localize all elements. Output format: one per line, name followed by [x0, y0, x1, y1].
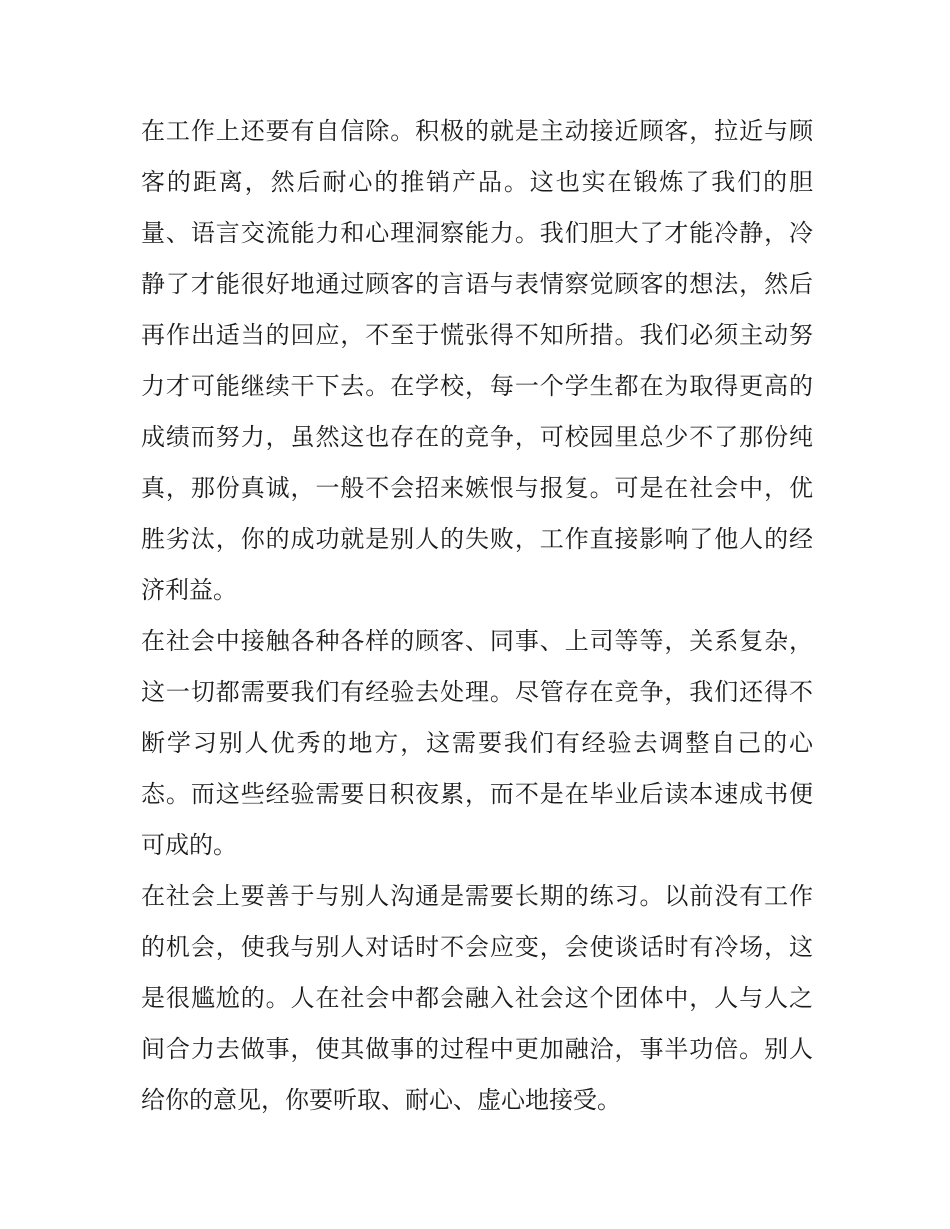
- text-line: 是很尴尬的。人在社会中都会融入社会这个团体中，人与人之: [141, 984, 813, 1012]
- text-line: 真，那份真诚，一般不会招来嫉恨与报复。可是在社会中，优: [141, 474, 813, 502]
- text-line: 在工作上还要有自信除。积极的就是主动接近顾客，拉近与顾: [141, 117, 813, 145]
- paragraph-2: [141, 616, 813, 871]
- text-line: 断学习别人优秀的地方，这需要我们有经验去调整自己的心: [141, 729, 813, 757]
- text-line: 济利益。: [141, 576, 237, 604]
- paragraph-3: [141, 871, 813, 1126]
- text-line: 胜劣汰，你的成功就是别人的失败，工作直接影响了他人的经: [141, 525, 813, 553]
- text-line: 在社会上要善于与别人沟通是需要长期的练习。以前没有工作: [141, 882, 813, 910]
- text-line: 态。而这些经验需要日积夜累，而不是在毕业后读本速成书便: [141, 780, 813, 808]
- paragraph-1: [141, 106, 813, 616]
- text-line: 再作出适当的回应，不至于慌张得不知所措。我们必须主动努: [141, 321, 813, 349]
- text-line: 在社会中接触各种各样的顾客、同事、上司等等，关系复杂，: [141, 627, 813, 655]
- text-line: 力才可能继续干下去。在学校，每一个学生都在为取得更高的: [141, 372, 813, 400]
- text-line: 可成的。: [141, 831, 237, 859]
- text-line: 间合力去做事，使其做事的过程中更加融洽，事半功倍。别人: [141, 1035, 813, 1063]
- text-line: 静了才能很好地通过顾客的言语与表情察觉顾客的想法，然后: [141, 270, 813, 298]
- text-line: 这一切都需要我们有经验去处理。尽管存在竞争，我们还得不: [141, 678, 813, 706]
- text-line: 客的距离，然后耐心的推销产品。这也实在锻炼了我们的胆: [141, 168, 813, 196]
- text-line: 的机会，使我与别人对话时不会应变，会使谈话时有冷场，这: [141, 933, 813, 961]
- text-line: 成绩而努力，虽然这也存在的竞争，可校园里总少不了那份纯: [141, 423, 813, 451]
- document-body: [141, 106, 813, 1126]
- text-line: 给你的意见，你要听取、耐心、虚心地接受。: [141, 1086, 621, 1114]
- text-line: 量、语言交流能力和心理洞察能力。我们胆大了才能冷静，冷: [141, 219, 813, 247]
